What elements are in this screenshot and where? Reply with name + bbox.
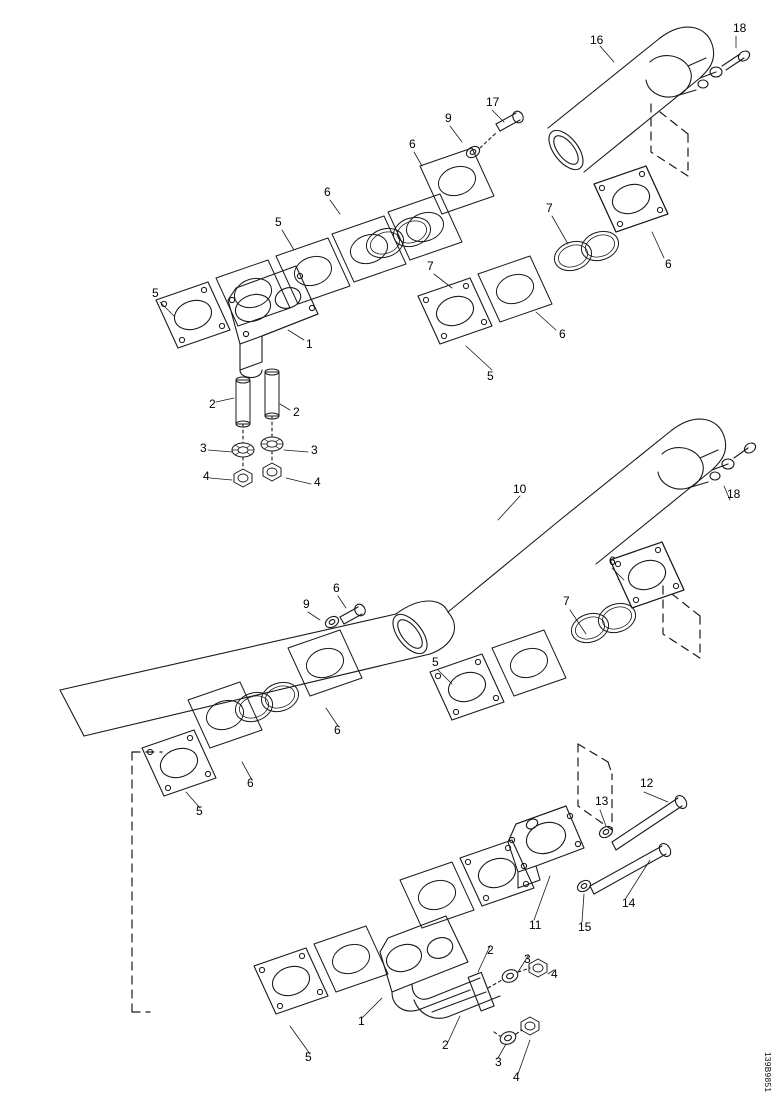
callout-4: 4 — [513, 1070, 520, 1084]
callout-5: 5 — [305, 1050, 312, 1064]
callout-5: 5 — [275, 215, 282, 229]
callout-5: 5 — [487, 369, 494, 383]
callout-13: 13 — [595, 794, 609, 808]
callout-7: 7 — [563, 594, 570, 608]
callout-4: 4 — [203, 469, 210, 483]
callout-9: 9 — [445, 111, 452, 125]
drawing-number: 139B9851 — [763, 1051, 772, 1092]
callout-5: 5 — [196, 804, 203, 818]
callout-6: 6 — [559, 327, 566, 341]
callout-18: 18 — [727, 487, 741, 501]
callout-6: 6 — [609, 554, 616, 568]
callout-6: 6 — [665, 257, 672, 271]
callout-3: 3 — [311, 443, 318, 457]
callout-2: 2 — [487, 943, 494, 957]
callout-4: 4 — [551, 967, 558, 981]
callout-6: 6 — [324, 185, 331, 199]
callout-1: 1 — [358, 1014, 365, 1028]
callout-7: 7 — [546, 201, 553, 215]
callout-15: 15 — [578, 920, 592, 934]
callout-6: 6 — [334, 723, 341, 737]
callout-3: 3 — [524, 952, 531, 966]
callout-12: 12 — [640, 776, 654, 790]
callout-7: 7 — [427, 259, 434, 273]
callout-4: 4 — [314, 475, 321, 489]
callout-2: 2 — [209, 397, 216, 411]
callout-5: 5 — [152, 286, 159, 300]
callout-1: 1 — [306, 337, 313, 351]
callout-17: 17 — [486, 95, 500, 109]
callout-2: 2 — [293, 405, 300, 419]
callout-10: 10 — [513, 482, 527, 496]
callout-9: 9 — [303, 597, 310, 611]
callout-3: 3 — [200, 441, 207, 455]
callout-16: 16 — [590, 33, 604, 47]
callout-14: 14 — [622, 896, 636, 910]
callout-6: 6 — [333, 581, 340, 595]
callout-2: 2 — [442, 1038, 449, 1052]
callout-11: 11 — [529, 918, 542, 932]
callout-6: 6 — [409, 137, 416, 151]
callout-6: 6 — [247, 776, 254, 790]
callout-18: 18 — [733, 21, 747, 35]
callout-3: 3 — [495, 1055, 502, 1069]
callout-5: 5 — [432, 655, 439, 669]
